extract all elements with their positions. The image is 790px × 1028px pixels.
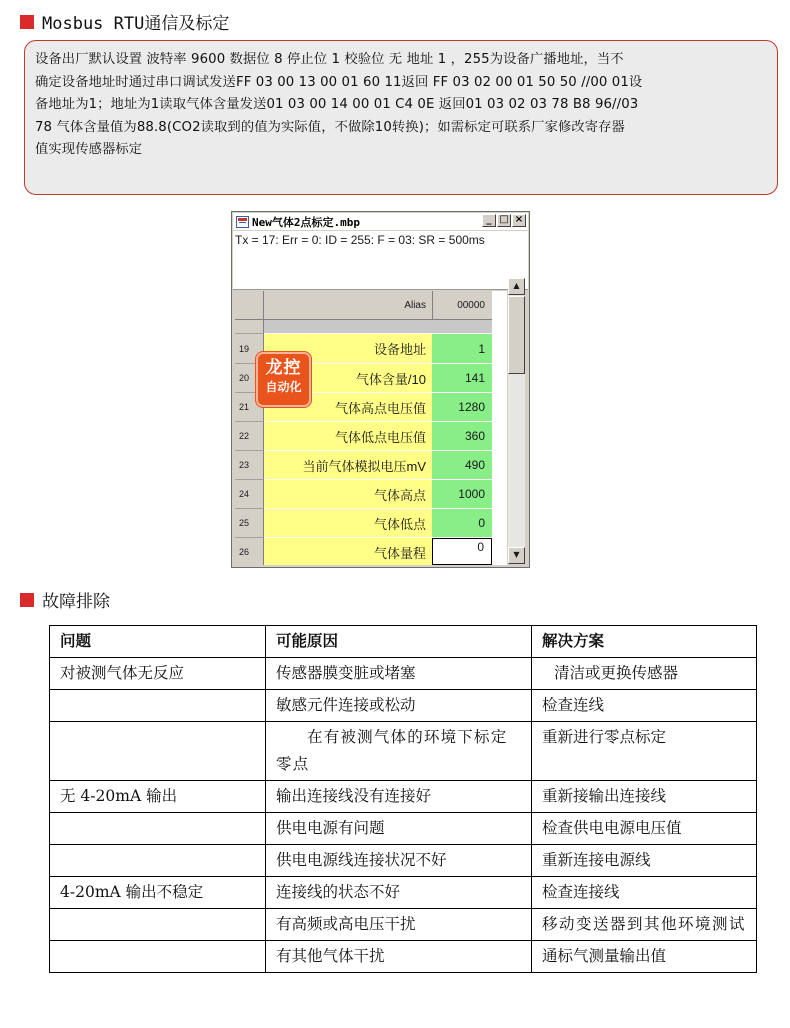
- section-heading-troubleshooting: [20, 587, 110, 612]
- table-row: [50, 781, 757, 813]
- register-name: 气体低点: [373, 516, 426, 532]
- cause-cell: 敏感元件连接或松动: [266, 690, 532, 722]
- note-line: 值实现传感器标定: [35, 142, 143, 157]
- problem-cell: 对被测气体无反应: [50, 658, 266, 690]
- solution-cell: 清洁或更换传感器: [532, 658, 757, 690]
- register-value: 1280: [458, 400, 485, 414]
- column-header: 问题: [50, 626, 266, 658]
- problem-cell: [50, 845, 266, 877]
- problem-cell: [50, 909, 266, 941]
- problem-cell: [50, 722, 266, 781]
- scroll-thumb[interactable]: [508, 296, 525, 374]
- register-value-cell[interactable]: [432, 364, 492, 393]
- heading-marker-icon: [20, 593, 34, 607]
- heading-marker-icon: [20, 15, 34, 29]
- row-number: 24: [235, 480, 264, 509]
- register-name-cell[interactable]: [264, 509, 432, 538]
- register-name: 设备地址: [373, 342, 426, 357]
- minimize-button[interactable]: _: [482, 214, 496, 227]
- solution-cell: 检查连接线: [532, 877, 757, 909]
- row-number: 22: [235, 422, 264, 451]
- maximize-button[interactable]: □: [497, 214, 511, 227]
- column-header: 解决方案: [532, 626, 757, 658]
- row-number: 25: [235, 509, 264, 538]
- table-row: [50, 690, 757, 722]
- table-row: [50, 722, 757, 781]
- register-value-cell[interactable]: [432, 509, 492, 538]
- register-name: 气体含量/10: [355, 371, 426, 387]
- table-row: [50, 909, 757, 941]
- address-header-label: 00000: [457, 299, 485, 311]
- alias-header-label: Alias: [404, 299, 426, 311]
- register-value: 490: [464, 458, 485, 472]
- vertical-scrollbar[interactable]: [508, 278, 525, 564]
- register-name-cell[interactable]: [264, 422, 432, 451]
- window-controls: [482, 214, 526, 227]
- scroll-down-icon[interactable]: ▼: [508, 547, 525, 564]
- register-name: 气体高点: [373, 487, 426, 503]
- alias-column-header[interactable]: [264, 291, 432, 320]
- problem-cell: [50, 813, 266, 845]
- cause-cell: 连接线的状态不好: [266, 877, 532, 909]
- window-title: New气体2点标定.mbp: [252, 215, 360, 229]
- register-value-cell[interactable]: [432, 480, 492, 509]
- register-value-editor[interactable]: [432, 538, 492, 565]
- register-value: 1: [478, 341, 485, 356]
- row-number: 19: [235, 334, 264, 364]
- register-value-cell[interactable]: [432, 451, 492, 480]
- register-name: 气体量程: [373, 545, 426, 561]
- row-number: 20: [235, 364, 264, 393]
- solution-cell: 通标气测量输出值: [532, 941, 757, 973]
- section-title: Mosbus RTU通信及标定: [42, 14, 230, 34]
- note-line: 确定设备地址时通过串口调试发送FF 03 00 13 00 01 60 11返回 FF 03 02 00 01 50 50 //00 01设: [35, 74, 643, 90]
- cause-cell: 供电电源线连接状况不好: [266, 845, 532, 877]
- row-number: 26: [235, 538, 264, 565]
- row-number: 23: [235, 451, 264, 480]
- column-header: 可能原因: [266, 626, 532, 658]
- problem-cell: [50, 941, 266, 973]
- table-row: [50, 877, 757, 909]
- table-row: [50, 813, 757, 845]
- register-value: 141: [464, 371, 485, 385]
- row-number: 21: [235, 393, 264, 422]
- solution-cell: 检查连线: [532, 690, 757, 722]
- register-value-cell[interactable]: [432, 334, 492, 364]
- register-name-cell[interactable]: [264, 480, 432, 509]
- register-name: 气体高点电压值: [334, 400, 426, 416]
- solution-cell: 重新接输出连接线: [532, 781, 757, 813]
- solution-cell: 移动变送器到其他环境测试: [532, 909, 757, 941]
- note-line: 设备出厂默认设置 波特率 9600 数据位 8 停止位 1 校验位 无 地址 1 ，255为设备广播地址，当不: [35, 52, 624, 67]
- settings-note-box: [24, 40, 778, 195]
- scroll-up-icon[interactable]: ▲: [508, 278, 525, 295]
- status-line: Tx = 17: Err = 0: ID = 255: F = 03: SR = 500ms: [235, 233, 485, 247]
- register-name-cell[interactable]: [264, 451, 432, 480]
- register-value-cell[interactable]: [432, 393, 492, 422]
- problem-cell: 4-20mA 输出不稳定: [50, 877, 266, 909]
- cause-cell: 在有被测气体的环境下标定零点: [266, 722, 532, 781]
- status-area: [233, 231, 528, 290]
- troubleshooting-table: [49, 625, 757, 973]
- register-value: 1000: [458, 487, 485, 501]
- solution-cell: 重新进行零点标定: [532, 722, 757, 781]
- close-button[interactable]: ×: [512, 214, 526, 227]
- table-header-row: [50, 626, 757, 658]
- brand-stamp-logo: [256, 352, 311, 407]
- solution-cell: 重新连接电源线: [532, 845, 757, 877]
- window-titlebar[interactable]: [233, 213, 528, 230]
- grid-corner: [235, 291, 264, 320]
- address-column-header[interactable]: [432, 291, 492, 320]
- cause-cell: 输出连接线没有连接好: [266, 781, 532, 813]
- table-row: [50, 941, 757, 973]
- solution-cell: 检查供电电源电压值: [532, 813, 757, 845]
- register-grid[interactable]: [235, 291, 507, 565]
- grid-spacer-head: [235, 320, 264, 334]
- register-name: 当前气体模拟电压mV: [302, 458, 426, 474]
- cause-cell: 有高频或高电压干扰: [266, 909, 532, 941]
- problem-cell: [50, 690, 266, 722]
- cause-cell: 供电电源有问题: [266, 813, 532, 845]
- register-name: 气体低点电压值: [334, 429, 426, 445]
- section-heading-modbus: [20, 9, 229, 34]
- cause-cell: 有其他气体干扰: [266, 941, 532, 973]
- note-line: 备地址为1；地址为1读取气体含量发送01 03 00 14 00 01 C4 0E 返回01 03 02 03 78 B8 96//03: [35, 97, 639, 112]
- table-row: [50, 845, 757, 877]
- note-line: 78 气体含量值为88.8(CO2读取到的值为实际值，不做除10转换)；如需标定可联系厂家修改寄存器: [35, 119, 625, 135]
- problem-cell: 无 4-20mA 输出: [50, 781, 266, 813]
- register-value: 0: [478, 516, 485, 530]
- register-value: 360: [464, 429, 485, 443]
- stamp-line2: 自动化: [265, 380, 302, 394]
- table-row: [50, 658, 757, 690]
- section-title: 故障排除: [42, 592, 110, 612]
- grid-spacer-row: [264, 320, 492, 334]
- cause-cell: 传感器膜变脏或堵塞: [266, 658, 532, 690]
- register-value-cell[interactable]: [432, 422, 492, 451]
- app-icon: [236, 216, 249, 228]
- stamp-line1: 龙控: [265, 358, 302, 378]
- register-value: 0: [477, 540, 484, 554]
- register-name-cell[interactable]: [264, 538, 432, 565]
